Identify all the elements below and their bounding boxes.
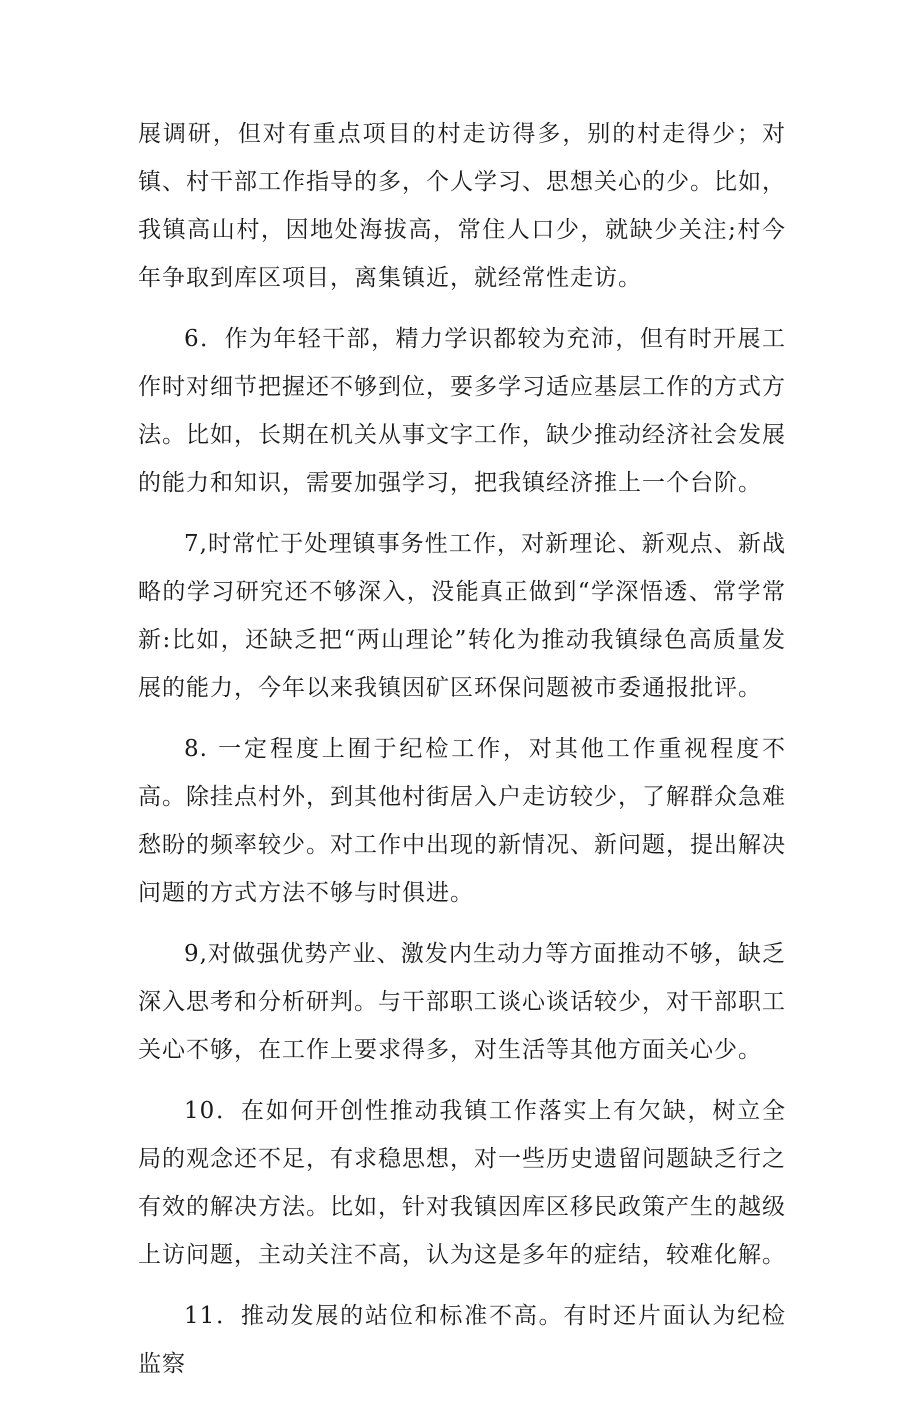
paragraph-item-7: 7,时常忙于处理镇事务性工作，对新理论、新观点、新战略的学习研究还不够深入，没能真正做到“学深悟透、常学常新:比如，还缺乏把“两山理论”转化为推动我镇绿色高质量发展的能力，今年以来我镇因矿区环保问题被市委通报批评。 xyxy=(138,531,786,701)
paragraph-continuation: 展调研，但对有重点项目的村走访得多，别的村走得少；对镇、村干部工作指导的多，个人学习、思想关心的少。比如，我镇高山村，因地处海拔高，常住人口少，就缺少关注;村今年争取到库区项目，离集镇近，就经常性走访。 xyxy=(138,121,786,291)
document-body xyxy=(138,110,786,1401)
paragraph-item-8: 8. 一定程度上囿于纪检工作，对其他工作重视程度不高。除挂点村外，到其他村街居入户走访较少，了解群众急难愁盼的频率较少。对工作中出现的新情况、新问题，提出解决问题的方式方法不够与时俱进。 xyxy=(138,736,786,906)
paragraph-item-6: 6．作为年轻干部，精力学识都较为充沛，但有时开展工作时对细节把握还不够到位，要多学习适应基层工作的方式方法。比如，长期在机关从事文字工作，缺少推动经济社会发展的能力和知识，需要加强学习，把我镇经济推上一个台阶。 xyxy=(138,326,786,496)
paragraph-item-9: 9,对做强优势产业、激发内生动力等方面推动不够，缺乏深入思考和分析研判。与干部职工谈心谈话较少，对干部职工关心不够，在工作上要求得多，对生活等其他方面关心少。 xyxy=(138,941,786,1063)
paragraph-item-10: 10．在如何开创性推动我镇工作落实上有欠缺，树立全局的观念还不足，有求稳思想，对一些历史遗留问题缺乏行之有效的解决方法。比如，针对我镇因库区移民政策产生的越级上访问题，主动关注不高，认为这是多年的症结，较难化解。 xyxy=(138,1098,786,1268)
paragraph-item-11: 11．推动发展的站位和标准不高。有时还片面认为纪检监察 xyxy=(138,1303,786,1377)
